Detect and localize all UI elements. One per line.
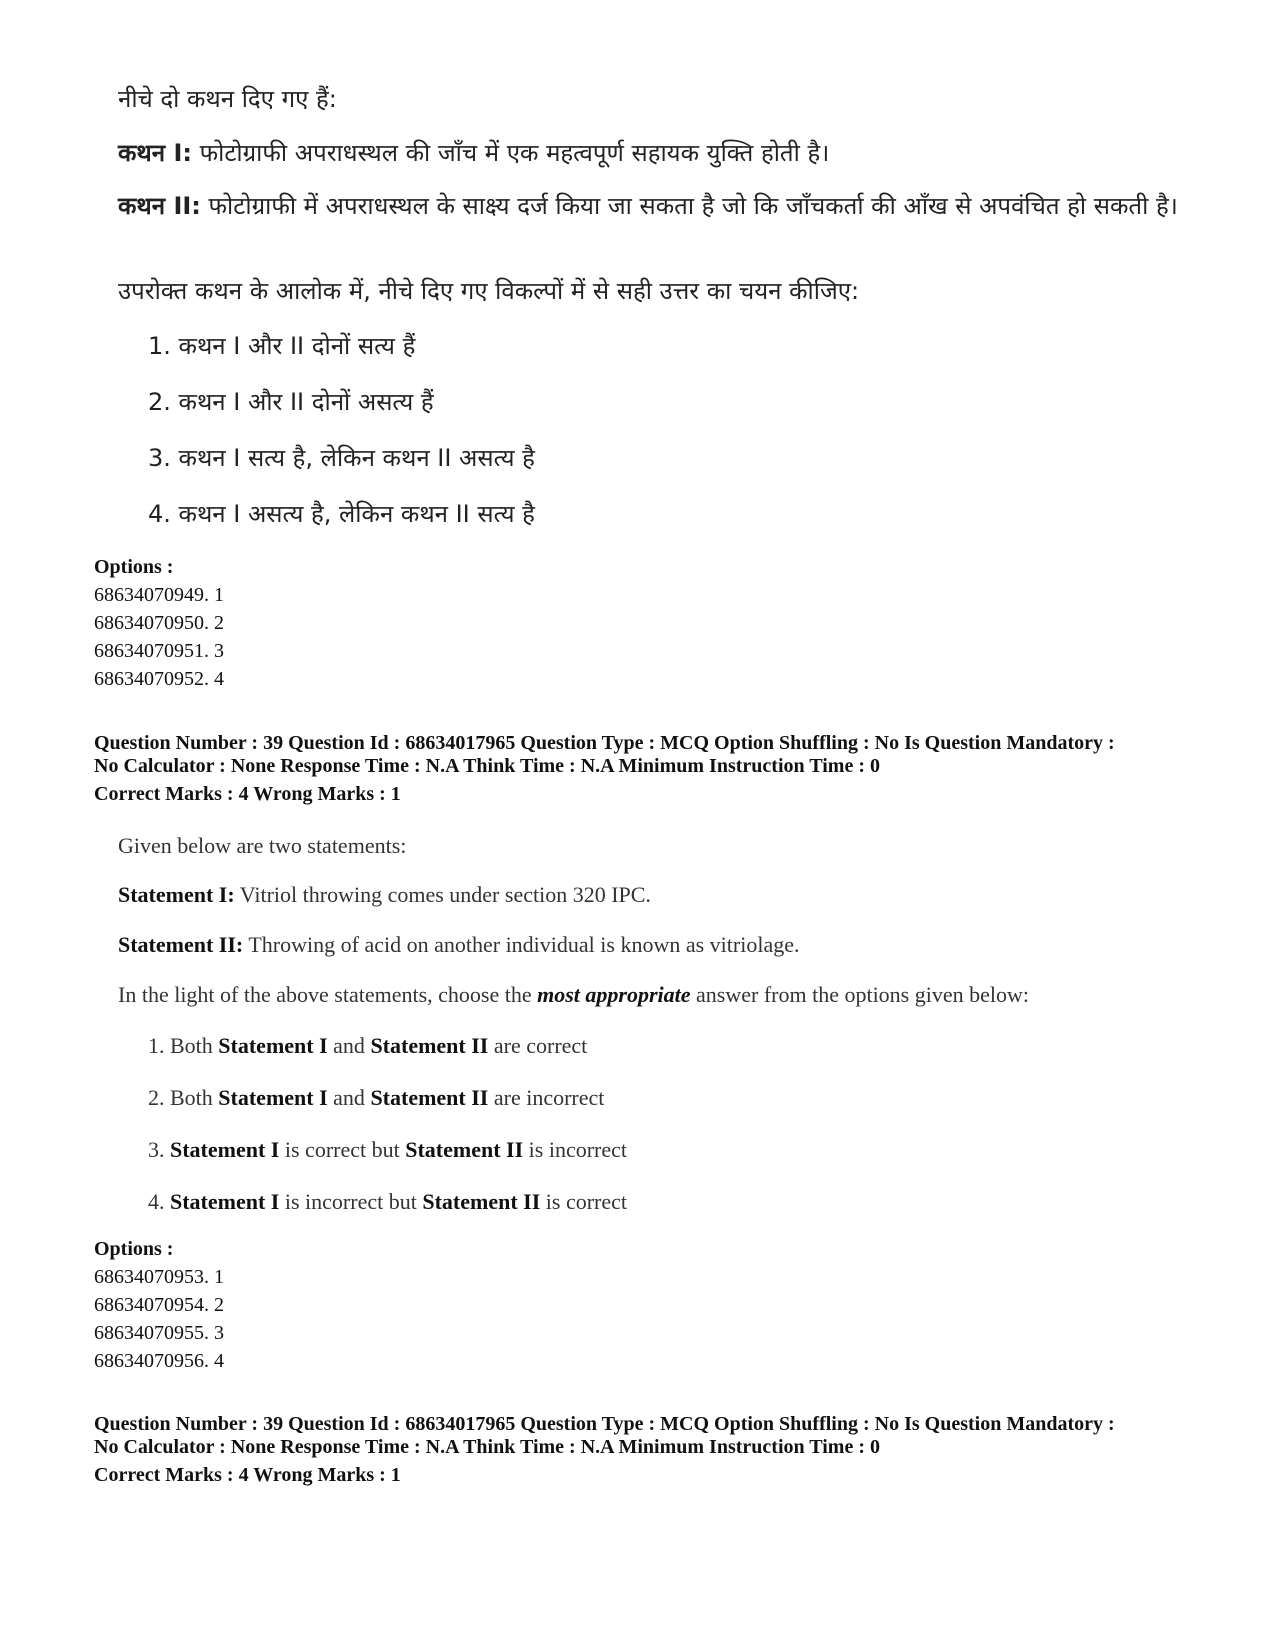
english-intro: Given below are two statements: — [118, 833, 407, 858]
option-text: 3. — [148, 1137, 170, 1162]
english-instruction-pre: In the light of the above statements, choose the — [118, 982, 538, 1007]
option-id-3: 68634070955. 3 — [94, 1322, 224, 1344]
option-id-3: 68634070951. 3 — [94, 640, 224, 662]
hindi-statement-1-text: फोटोग्राफी अपराधस्थल की जाँच में एक महत्वपूर्ण सहायक युक्ति होती है। — [191, 139, 830, 167]
options-label: Options : — [94, 556, 174, 578]
option-text: 2. Both — [148, 1085, 219, 1110]
option-bold: Statement I — [170, 1137, 280, 1162]
option-text: is correct — [540, 1189, 628, 1214]
option-text: is incorrect but — [279, 1189, 423, 1214]
english-instruction-post: answer from the options given below: — [690, 982, 1030, 1007]
english-option-1 — [148, 1033, 587, 1059]
option-text: are correct — [488, 1033, 588, 1058]
hindi-option-2: 2. कथन I और II दोनों असत्य हैं — [148, 388, 434, 416]
english-option-3 — [148, 1137, 627, 1163]
english-option-4 — [148, 1189, 627, 1215]
english-statement-1 — [118, 882, 1198, 908]
option-bold: Statement II — [422, 1189, 541, 1214]
option-id-1: 68634070953. 1 — [94, 1266, 224, 1288]
hindi-statement-2-text: फोटोग्राफी में अपराधस्थल के साक्ष्य दर्ज किया जा सकता है जो कि जाँचकर्ता की आँख से अपवंचित हो सकती है। — [200, 192, 1178, 220]
english-statement-2-text: Throwing of acid on another individual is known as vitriolage. — [243, 932, 800, 957]
hindi-statement-1 — [118, 138, 1198, 169]
option-text: and — [327, 1033, 371, 1058]
question-marks: Correct Marks : 4 Wrong Marks : 1 — [94, 783, 401, 805]
option-id-4: 68634070956. 4 — [94, 1350, 224, 1372]
option-text: 1. Both — [148, 1033, 219, 1058]
option-bold: Statement II — [405, 1137, 524, 1162]
hindi-option-1: 1. कथन I और II दोनों सत्य हैं — [148, 332, 416, 360]
option-bold: Statement II — [370, 1033, 489, 1058]
question-meta-line-1: Question Number : 39 Question Id : 68634017965 Question Type : MCQ Option Shuffling : No Is Question Mandatory : — [94, 732, 1115, 754]
option-text: is correct but — [279, 1137, 406, 1162]
english-statement-2-label: Statement II: — [118, 932, 244, 957]
option-id-4: 68634070952. 4 — [94, 668, 224, 690]
english-statement-1-text: Vitriol throwing comes under section 320 IPC. — [234, 882, 651, 907]
question-marks: Correct Marks : 4 Wrong Marks : 1 — [94, 1464, 401, 1486]
hindi-option-4: 4. कथन I असत्य है, लेकिन कथन II सत्य है — [148, 500, 535, 528]
option-text: are incorrect — [488, 1085, 605, 1110]
english-option-2 — [148, 1085, 604, 1111]
option-text: and — [327, 1085, 371, 1110]
question-meta-line-2: No Calculator : None Response Time : N.A Think Time : N.A Minimum Instruction Time : 0 — [94, 1436, 880, 1458]
option-text: is incorrect — [523, 1137, 628, 1162]
option-id-2: 68634070954. 2 — [94, 1294, 224, 1316]
hindi-statement-2 — [118, 190, 1198, 222]
question-meta-line-2: No Calculator : None Response Time : N.A Think Time : N.A Minimum Instruction Time : 0 — [94, 755, 880, 777]
hindi-option-3: 3. कथन I सत्य है, लेकिन कथन II असत्य है — [148, 444, 535, 472]
option-bold: Statement I — [218, 1085, 328, 1110]
option-id-1: 68634070949. 1 — [94, 584, 224, 606]
english-statement-1-label: Statement I: — [118, 882, 235, 907]
hindi-statement-1-label: कथन I: — [118, 139, 192, 167]
english-statement-2 — [118, 932, 1198, 958]
english-instruction-emphasis: most appropriate — [537, 982, 691, 1007]
option-bold: Statement I — [170, 1189, 280, 1214]
question-meta-line-1: Question Number : 39 Question Id : 68634017965 Question Type : MCQ Option Shuffling : No Is Question Mandatory : — [94, 1413, 1115, 1435]
hindi-intro: नीचे दो कथन दिए गए हैं: — [118, 85, 337, 113]
option-bold: Statement II — [370, 1085, 489, 1110]
option-text: 4. — [148, 1189, 170, 1214]
options-label: Options : — [94, 1238, 174, 1260]
english-instruction — [118, 982, 1198, 1008]
hindi-instruction: उपरोक्त कथन के आलोक में, नीचे दिए गए विकल्पों में से सही उत्तर का चयन कीजिए: — [118, 277, 860, 305]
hindi-statement-2-label: कथन II: — [118, 192, 201, 220]
option-id-2: 68634070950. 2 — [94, 612, 224, 634]
option-bold: Statement I — [218, 1033, 328, 1058]
